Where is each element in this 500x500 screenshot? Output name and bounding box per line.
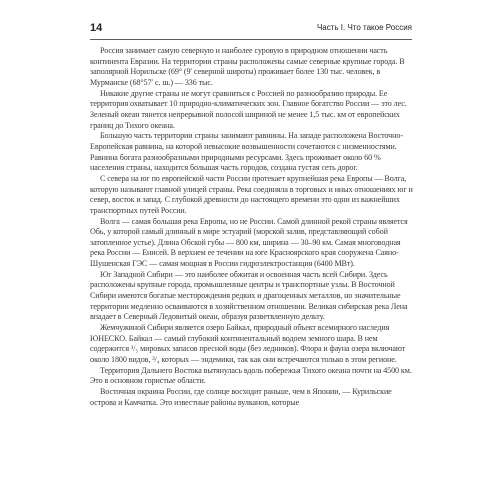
paragraph: Никакие другие страны не могут сравниться с Россией по разнообразию природы. Ее территория охватывает 10 природно-климатических зон. Главное богатство России — это лес. Зеленый океан тянется непрерывной полосой шириной не менее 1,5 тыс. км от европейских границ до Тихого океана. bbox=[90, 88, 407, 130]
paragraph: Восточная окраина России, где солнце восходит раньше, чем в Японии, — Курильские острова и Камчатка. Это известные районы вулканов, которые bbox=[90, 387, 392, 407]
header-rule bbox=[90, 39, 412, 40]
paragraph: Территория Дальнего Востока вытянулась вдоль побережья Тихого океана почти на 4500 км. Это в основном гористые области. bbox=[90, 365, 412, 386]
paragraph: Волга — самая большая река Европы, но не России. Самой длинной рекой страны является Обь, у которой самый длинный в мире эстуарий (морской залив, представляющий собой затопленное устье). Длина Обской губы — 800 км, ширина — 30–90 км. Самая многоводная река России — Енисей. В верхнем ее течении на юге Красноярского края сооружена Саяно-Шушенская ГЭС — самая мощная в России гидроэлектростанция (6400 МВт). bbox=[90, 216, 408, 269]
running-head: Часть I. Что такое Россия bbox=[316, 23, 412, 32]
paragraph: С севера на юг по европейской части России протекает крупнейшая река Европы — Волга, которую называют главной улицей страны. Река соединяла в торговых и иных отношениях юг и север, восток и запад. С глубокой древности до настоящего времени это одни из важнейших транспортных путей России. bbox=[90, 173, 413, 215]
page-number: 14 bbox=[90, 22, 103, 34]
body-text bbox=[90, 46, 414, 498]
paragraph: Жемчужиной Сибири является озеро Байкал, природный объект всемирного наследия ЮНЕСКО. Байкал — самый глубокий континентальный водоем земного шара. В нем содержится ¹/₅ мировых запасов пресной воды (без ледников). Флора и фауна озера включают около 1800 видов, ³/₄ которых — эндемики, так как они встречаются только в этом регионе. bbox=[90, 323, 406, 365]
paragraph: Большую часть территории страны занимают равнины. На западе расположена Восточно-Европейская равнина, на которой невысокие возвышенности сочетаются с низменностями. Равнина богата разнообразными природными ресурсами. Здесь проживает около 60 % населения страны, находится большая часть городов, создана густая сеть дорог. bbox=[90, 131, 403, 173]
page-header bbox=[90, 22, 412, 38]
paragraph: Россия занимает самую северную и наиболее суровую в природном отношении часть континента Евразии. На территории страны расположены самые северные крупные города. В заполярной Норильске (69° (9′ северной широты) проживает более 130 тыс. человек, в Мурманске (68°57′ с. ш.) — 336 тыс. bbox=[90, 46, 405, 87]
paragraph: Юг Западной Сибири — это наиболее обжитая и освоенная часть всей Сибири. Здесь расположены крупные города, промышленные центры и транспортные узлы. В Восточной Сибири имеются богатые месторождения редких и драгоценных металлов, но значительные территории медленно осваиваются в хозяйственном отношении. Великая сибирская река Лена впадает в Северный Ледовитый океан, образуя разветвленную дельту. bbox=[90, 269, 408, 322]
